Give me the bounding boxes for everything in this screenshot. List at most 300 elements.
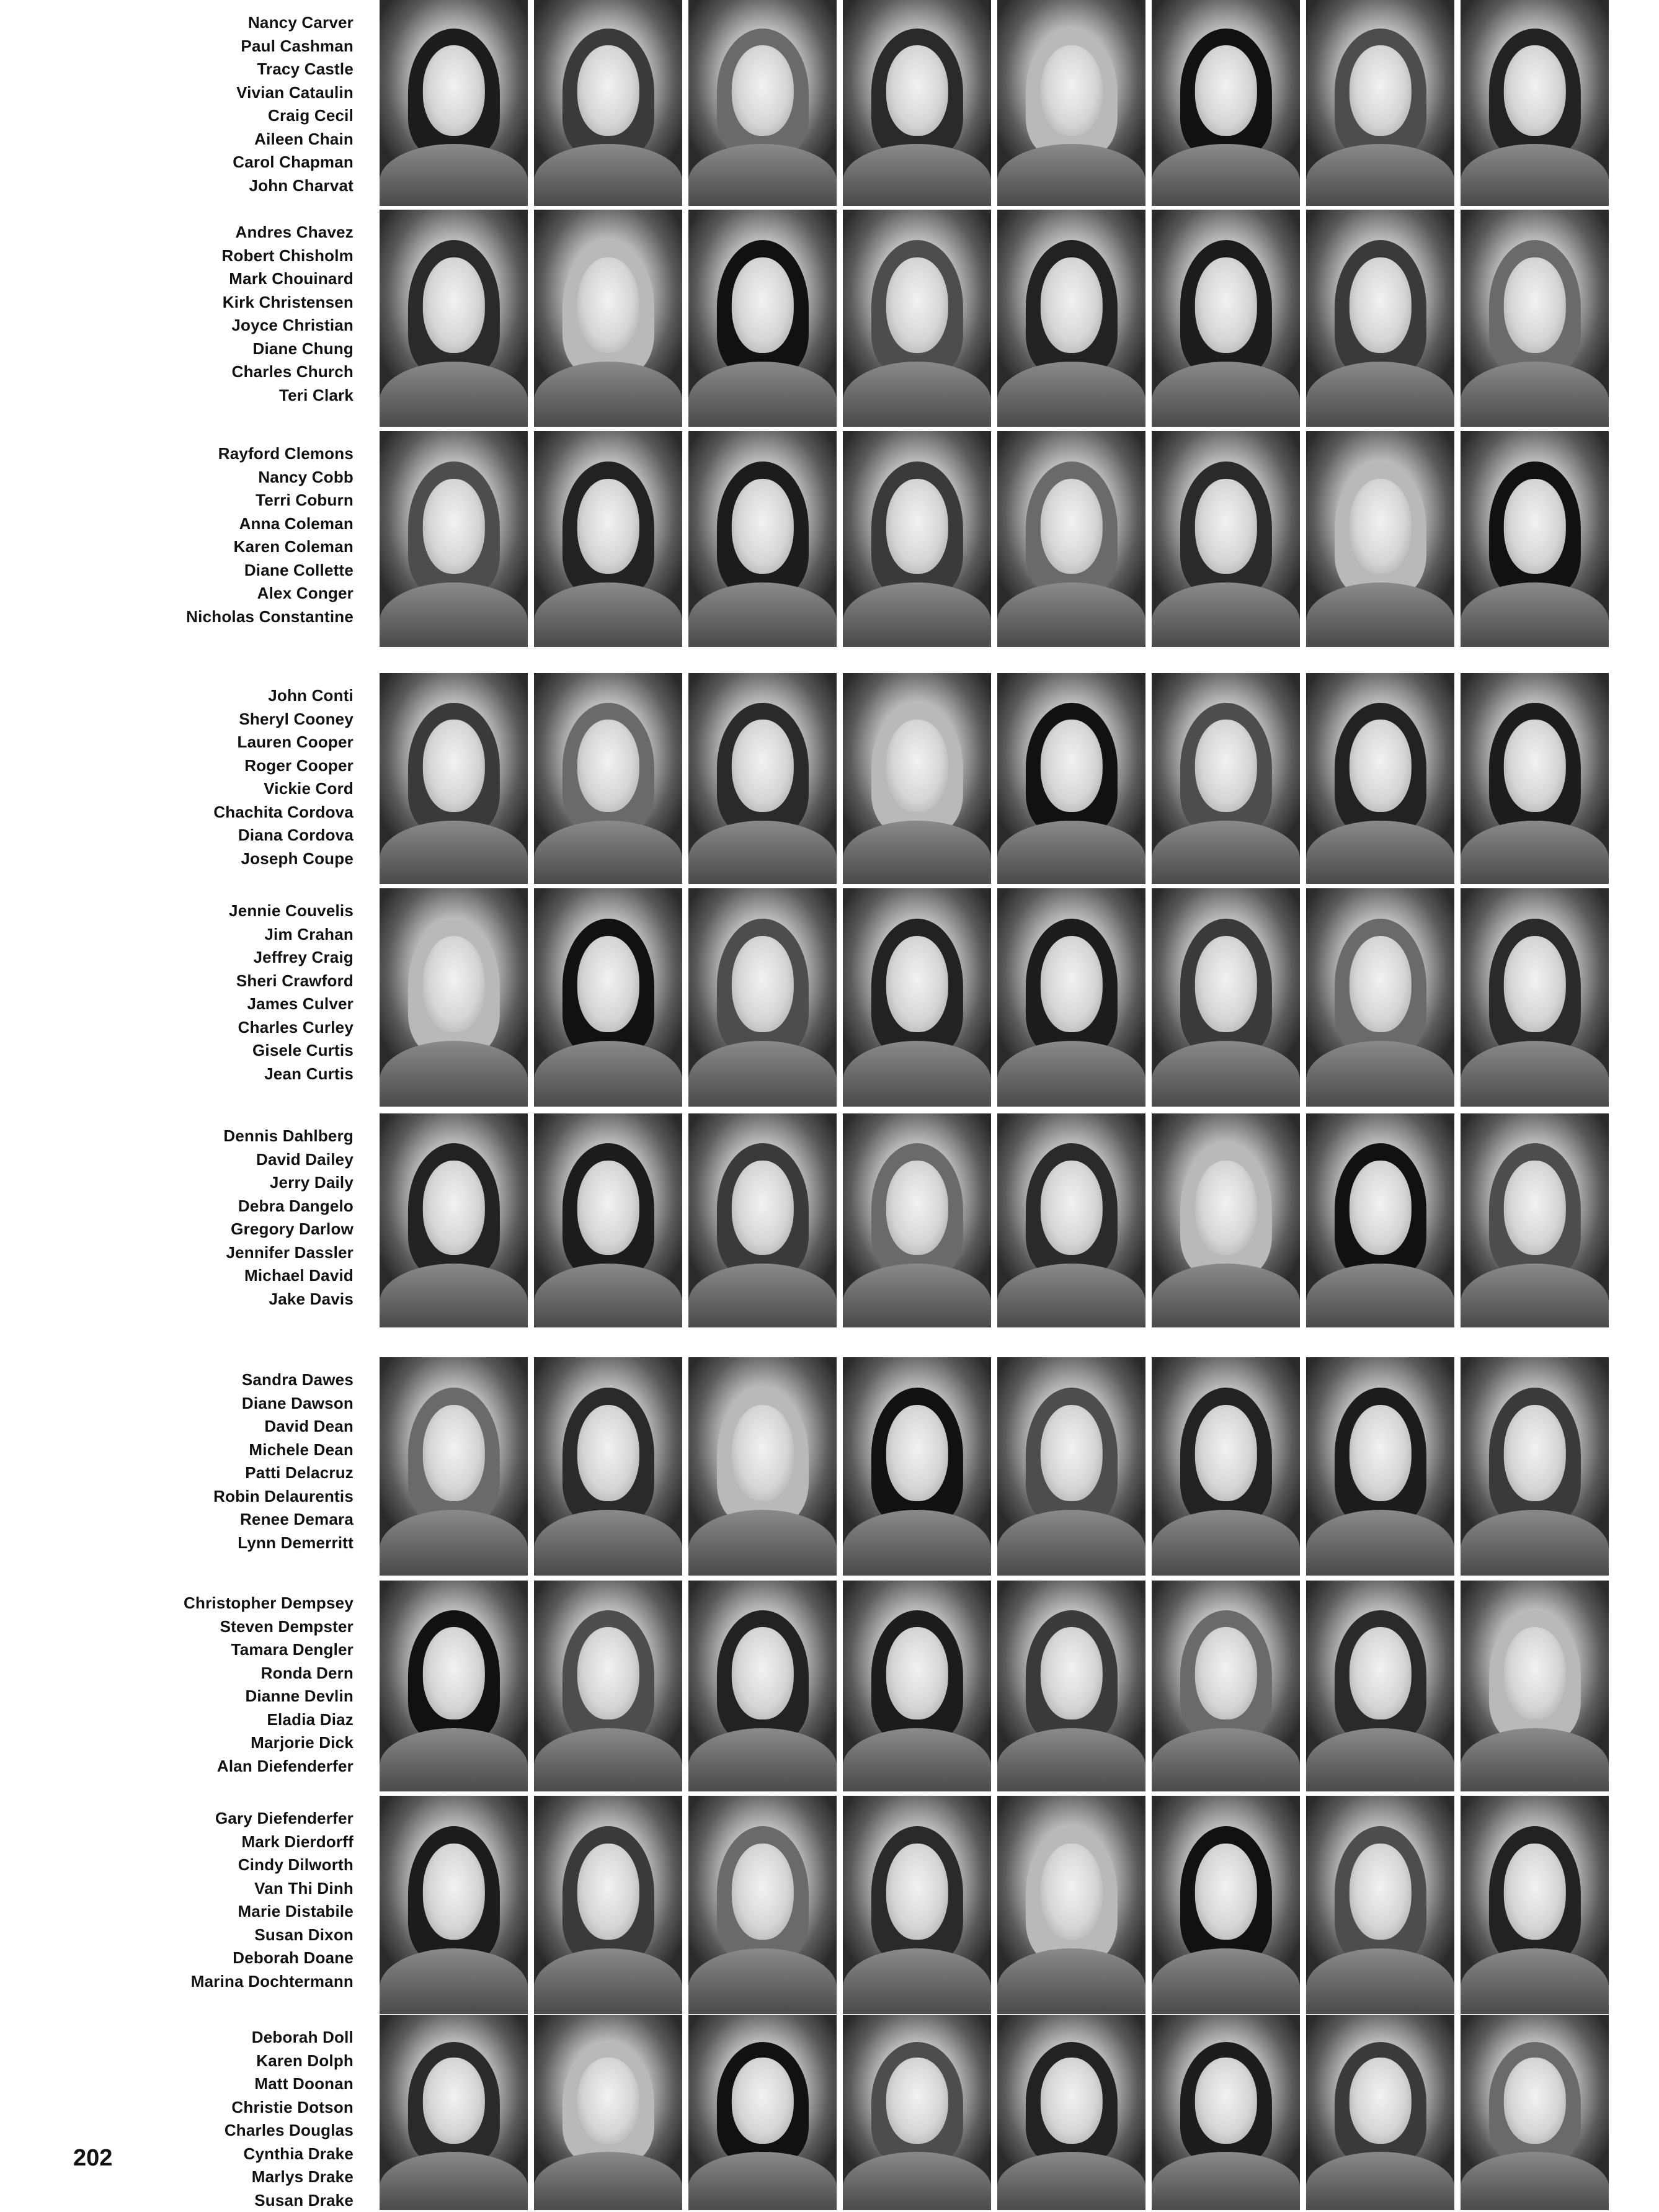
student-name: Jerry Daily — [0, 1171, 354, 1195]
portrait-shoulders — [1306, 362, 1454, 427]
student-portrait — [688, 0, 837, 206]
portrait-shoulders — [534, 362, 682, 427]
student-name: Debra Dangelo — [0, 1195, 354, 1218]
student-name: Dennis Dahlberg — [0, 1125, 354, 1148]
portrait-shoulders — [843, 1948, 991, 2014]
student-portrait — [688, 1581, 837, 1791]
portrait-shoulders — [1461, 1041, 1609, 1107]
portrait-shoulders — [534, 1041, 682, 1107]
portrait-shoulders — [534, 2152, 682, 2211]
portrait-face — [577, 720, 639, 813]
student-name: Robert Chisholm — [0, 244, 354, 268]
portrait-shoulders — [997, 1264, 1145, 1328]
portrait-shoulders — [1306, 1041, 1454, 1107]
portrait-shoulders — [688, 1948, 837, 2014]
student-portrait — [843, 673, 991, 884]
student-name: Lauren Cooper — [0, 731, 354, 754]
portrait-face — [1349, 257, 1411, 353]
student-portrait — [688, 431, 837, 647]
student-portrait — [1152, 1357, 1300, 1576]
student-name: Vickie Cord — [0, 777, 354, 801]
student-name: Christopher Dempsey — [0, 1592, 354, 1615]
student-name: Anna Coleman — [0, 512, 354, 536]
portrait-face — [1503, 1844, 1565, 1940]
portrait-shoulders — [843, 362, 991, 427]
student-name: Chachita Cordova — [0, 801, 354, 824]
portrait-shoulders — [688, 362, 837, 427]
portrait-face — [422, 479, 484, 574]
portrait-shoulders — [1306, 821, 1454, 884]
portrait-face — [731, 720, 793, 813]
student-name: Jeffrey Craig — [0, 946, 354, 970]
portrait-face — [422, 257, 484, 353]
portrait-shoulders — [997, 582, 1145, 647]
student-name: Matt Doonan — [0, 2072, 354, 2096]
portrait-face — [1194, 257, 1256, 353]
name-list — [0, 1807, 354, 1993]
portrait-shoulders — [1152, 582, 1300, 647]
portrait-shoulders — [380, 2152, 528, 2211]
portrait-shoulders — [997, 1510, 1145, 1576]
photo-strip — [380, 210, 1609, 427]
name-list — [0, 2026, 354, 2212]
portrait-shoulders — [534, 144, 682, 206]
portrait-face — [577, 936, 639, 1032]
page-number: 202 — [73, 2145, 112, 2172]
portrait-face — [731, 936, 793, 1032]
portrait-shoulders — [1306, 582, 1454, 647]
portrait-shoulders — [1306, 1948, 1454, 2014]
name-list — [0, 1592, 354, 1778]
student-portrait — [1461, 1796, 1609, 2014]
portrait-face — [577, 1844, 639, 1940]
name-list — [0, 899, 354, 1086]
student-portrait — [997, 1357, 1145, 1576]
student-name: Steven Dempster — [0, 1615, 354, 1639]
student-portrait — [380, 673, 528, 884]
portrait-shoulders — [688, 821, 837, 884]
student-name: Gregory Darlow — [0, 1218, 354, 1241]
student-portrait — [1306, 210, 1454, 427]
portrait-face — [577, 479, 639, 574]
student-portrait — [1461, 431, 1609, 647]
portrait-face — [886, 257, 948, 353]
portrait-shoulders — [688, 1264, 837, 1328]
student-name: Charles Douglas — [0, 2119, 354, 2143]
student-name: Susan Dixon — [0, 1924, 354, 1947]
portrait-face — [731, 45, 793, 136]
portrait-face — [731, 1405, 793, 1501]
portrait-face — [1503, 1161, 1565, 1255]
student-portrait — [1461, 210, 1609, 427]
photo-strip — [380, 673, 1609, 884]
student-portrait — [380, 888, 528, 1107]
portrait-shoulders — [843, 1510, 991, 1576]
student-portrait — [534, 1357, 682, 1576]
student-name: Craig Cecil — [0, 104, 354, 128]
student-portrait — [997, 0, 1145, 206]
student-portrait — [843, 0, 991, 206]
student-name: Andres Chavez — [0, 221, 354, 244]
portrait-shoulders — [534, 1510, 682, 1576]
portrait-face — [577, 1405, 639, 1501]
portrait-shoulders — [1152, 1264, 1300, 1328]
portrait-shoulders — [534, 1264, 682, 1328]
student-name: Diane Dawson — [0, 1392, 354, 1416]
portrait-shoulders — [380, 821, 528, 884]
portrait-shoulders — [843, 1728, 991, 1791]
student-name: David Dailey — [0, 1148, 354, 1172]
student-portrait — [997, 888, 1145, 1107]
portrait-shoulders — [534, 1948, 682, 2014]
student-name: Joseph Coupe — [0, 847, 354, 871]
student-portrait — [1461, 1357, 1609, 1576]
name-list — [0, 11, 354, 197]
student-row — [0, 1796, 1659, 2014]
portrait-face — [1503, 1405, 1565, 1501]
student-portrait — [380, 431, 528, 647]
portrait-face — [1349, 45, 1411, 136]
student-name: Ronda Dern — [0, 1662, 354, 1685]
student-portrait — [843, 2015, 991, 2210]
student-portrait — [997, 210, 1145, 427]
portrait-face — [1503, 2058, 1565, 2144]
student-portrait — [1461, 2015, 1609, 2210]
student-name: Charles Curley — [0, 1016, 354, 1040]
portrait-shoulders — [843, 144, 991, 206]
portrait-face — [1503, 257, 1565, 353]
portrait-shoulders — [1152, 821, 1300, 884]
portrait-shoulders — [1461, 1510, 1609, 1576]
student-portrait — [1306, 888, 1454, 1107]
student-name: Robin Delaurentis — [0, 1485, 354, 1509]
portrait-face — [886, 720, 948, 813]
portrait-shoulders — [380, 1728, 528, 1791]
portrait-face — [1349, 1627, 1411, 1720]
student-portrait — [1152, 1581, 1300, 1791]
portrait-shoulders — [1152, 1510, 1300, 1576]
name-list — [0, 221, 354, 407]
portrait-shoulders — [843, 582, 991, 647]
portrait-shoulders — [688, 2152, 837, 2211]
photo-strip — [380, 1581, 1609, 1791]
portrait-face — [1349, 936, 1411, 1032]
student-name: Tamara Dengler — [0, 1638, 354, 1662]
portrait-face — [1040, 479, 1102, 574]
portrait-shoulders — [843, 821, 991, 884]
portrait-shoulders — [380, 362, 528, 427]
portrait-shoulders — [843, 1264, 991, 1328]
portrait-face — [1040, 2058, 1102, 2144]
portrait-face — [577, 1627, 639, 1720]
student-name: Patti Delacruz — [0, 1461, 354, 1485]
student-name: Charles Church — [0, 360, 354, 384]
student-portrait — [1152, 0, 1300, 206]
student-portrait — [997, 431, 1145, 647]
portrait-face — [422, 45, 484, 136]
student-name: Sandra Dawes — [0, 1368, 354, 1392]
name-list — [0, 1368, 354, 1554]
portrait-face — [422, 720, 484, 813]
photo-strip — [380, 1357, 1609, 1576]
portrait-shoulders — [1152, 1728, 1300, 1791]
portrait-shoulders — [534, 1728, 682, 1791]
student-name: Christie Dotson — [0, 2096, 354, 2120]
student-row — [0, 0, 1659, 206]
name-list — [0, 1125, 354, 1311]
student-name: Jean Curtis — [0, 1063, 354, 1086]
student-name: Dianne Devlin — [0, 1685, 354, 1708]
student-portrait — [534, 0, 682, 206]
student-name: Tracy Castle — [0, 58, 354, 81]
portrait-face — [1349, 720, 1411, 813]
student-portrait — [1306, 2015, 1454, 2210]
student-portrait — [1306, 1113, 1454, 1327]
portrait-face — [886, 936, 948, 1032]
portrait-face — [577, 2058, 639, 2144]
student-portrait — [380, 1581, 528, 1791]
student-portrait — [1152, 2015, 1300, 2210]
portrait-shoulders — [1152, 2152, 1300, 2211]
portrait-face — [422, 1161, 484, 1255]
student-name: John Conti — [0, 684, 354, 708]
student-name: Sheryl Cooney — [0, 708, 354, 731]
student-portrait — [688, 1113, 837, 1327]
student-portrait — [380, 1796, 528, 2014]
student-name: Jennie Couvelis — [0, 899, 354, 923]
student-portrait — [1306, 1581, 1454, 1791]
portrait-shoulders — [688, 144, 837, 206]
portrait-shoulders — [1461, 2152, 1609, 2211]
student-portrait — [1152, 1113, 1300, 1327]
portrait-face — [731, 1627, 793, 1720]
student-name: Deborah Doane — [0, 1947, 354, 1970]
portrait-face — [1194, 1161, 1256, 1255]
portrait-face — [1040, 1161, 1102, 1255]
portrait-face — [886, 1844, 948, 1940]
portrait-face — [1349, 1844, 1411, 1940]
portrait-shoulders — [997, 1948, 1145, 2014]
student-name: Diane Chung — [0, 337, 354, 361]
name-list — [0, 442, 354, 628]
student-portrait — [380, 1113, 528, 1327]
student-name: David Dean — [0, 1415, 354, 1438]
student-portrait — [688, 888, 837, 1107]
portrait-face — [731, 479, 793, 574]
student-portrait — [534, 673, 682, 884]
student-portrait — [843, 1357, 991, 1576]
portrait-face — [422, 1405, 484, 1501]
student-name: Marjorie Dick — [0, 1731, 354, 1755]
student-name: Roger Cooper — [0, 754, 354, 778]
portrait-shoulders — [997, 144, 1145, 206]
student-name: Alex Conger — [0, 582, 354, 605]
portrait-face — [1349, 2058, 1411, 2144]
photo-strip — [380, 431, 1609, 647]
portrait-shoulders — [688, 1041, 837, 1107]
student-portrait — [1306, 1796, 1454, 2014]
portrait-face — [1194, 936, 1256, 1032]
portrait-face — [422, 2058, 484, 2144]
portrait-face — [1349, 479, 1411, 574]
student-portrait — [997, 673, 1145, 884]
portrait-shoulders — [380, 582, 528, 647]
portrait-face — [1503, 936, 1565, 1032]
student-portrait — [1461, 1113, 1609, 1327]
portrait-shoulders — [688, 1728, 837, 1791]
student-name: Sheri Crawford — [0, 970, 354, 993]
portrait-shoulders — [997, 362, 1145, 427]
portrait-face — [1194, 1844, 1256, 1940]
portrait-shoulders — [997, 821, 1145, 884]
portrait-shoulders — [997, 1728, 1145, 1791]
student-portrait — [688, 1357, 837, 1576]
portrait-shoulders — [1461, 362, 1609, 427]
student-row — [0, 431, 1659, 647]
student-row — [0, 210, 1659, 427]
student-portrait — [688, 210, 837, 427]
portrait-shoulders — [997, 1041, 1145, 1107]
student-portrait — [843, 1581, 991, 1791]
portrait-face — [731, 257, 793, 353]
student-name: Diane Collette — [0, 559, 354, 582]
portrait-shoulders — [534, 821, 682, 884]
student-portrait — [997, 1581, 1145, 1791]
portrait-face — [886, 1627, 948, 1720]
student-name: James Culver — [0, 992, 354, 1016]
student-portrait — [534, 2015, 682, 2210]
student-portrait — [1461, 673, 1609, 884]
student-portrait — [1306, 1357, 1454, 1576]
portrait-face — [1349, 1405, 1411, 1501]
photo-strip — [380, 2015, 1609, 2210]
student-name: Nancy Cobb — [0, 466, 354, 489]
student-portrait — [1306, 0, 1454, 206]
student-portrait — [534, 210, 682, 427]
student-portrait — [534, 888, 682, 1107]
student-name: Marlys Drake — [0, 2165, 354, 2189]
student-name: Mark Dierdorff — [0, 1831, 354, 1854]
portrait-shoulders — [1152, 144, 1300, 206]
portrait-shoulders — [380, 1510, 528, 1576]
student-row — [0, 1581, 1659, 1791]
portrait-face — [886, 45, 948, 136]
portrait-shoulders — [380, 1264, 528, 1328]
portrait-face — [1349, 1161, 1411, 1255]
portrait-face — [1503, 720, 1565, 813]
portrait-shoulders — [1152, 1948, 1300, 2014]
photo-strip — [380, 1796, 1609, 2014]
student-portrait — [843, 1796, 991, 2014]
student-name: Jake Davis — [0, 1288, 354, 1311]
student-portrait — [380, 0, 528, 206]
student-portrait — [1152, 1796, 1300, 2014]
portrait-face — [577, 45, 639, 136]
student-portrait — [843, 888, 991, 1107]
portrait-face — [422, 936, 484, 1032]
portrait-shoulders — [380, 144, 528, 206]
portrait-face — [1503, 45, 1565, 136]
student-portrait — [534, 1113, 682, 1327]
portrait-shoulders — [1152, 362, 1300, 427]
portrait-shoulders — [997, 2152, 1145, 2211]
portrait-shoulders — [688, 1510, 837, 1576]
student-name: Jim Crahan — [0, 923, 354, 947]
portrait-face — [1194, 45, 1256, 136]
student-name: Michael David — [0, 1264, 354, 1288]
student-name: Deborah Doll — [0, 2026, 354, 2049]
student-row — [0, 1113, 1659, 1327]
student-portrait — [380, 2015, 528, 2210]
student-portrait — [1306, 673, 1454, 884]
portrait-shoulders — [1461, 821, 1609, 884]
student-name: Marie Distabile — [0, 1900, 354, 1924]
student-portrait — [534, 1581, 682, 1791]
student-portrait — [1152, 431, 1300, 647]
photo-strip — [380, 1113, 1609, 1327]
portrait-face — [422, 1844, 484, 1940]
student-portrait — [380, 1357, 528, 1576]
name-list — [0, 684, 354, 870]
portrait-face — [886, 1161, 948, 1255]
portrait-face — [1040, 45, 1102, 136]
portrait-face — [1194, 2058, 1256, 2144]
student-name: Karen Coleman — [0, 535, 354, 559]
student-name: Van Thi Dinh — [0, 1877, 354, 1901]
portrait-shoulders — [1461, 1728, 1609, 1791]
student-name: Carol Chapman — [0, 151, 354, 174]
portrait-shoulders — [1306, 1264, 1454, 1328]
student-portrait — [997, 1113, 1145, 1327]
student-portrait — [843, 210, 991, 427]
portrait-face — [1040, 936, 1102, 1032]
student-portrait — [534, 1796, 682, 2014]
student-name: John Charvat — [0, 174, 354, 198]
student-name: Diana Cordova — [0, 824, 354, 847]
student-name: Terri Coburn — [0, 489, 354, 512]
student-name: Michele Dean — [0, 1438, 354, 1462]
student-name: Gisele Curtis — [0, 1039, 354, 1063]
student-name: Eladia Diaz — [0, 1708, 354, 1732]
portrait-face — [1194, 1627, 1256, 1720]
student-name: Kirk Christensen — [0, 291, 354, 314]
student-name: Jennifer Dassler — [0, 1241, 354, 1265]
student-portrait — [1152, 888, 1300, 1107]
portrait-shoulders — [843, 2152, 991, 2211]
portrait-shoulders — [380, 1041, 528, 1107]
student-portrait — [380, 210, 528, 427]
student-portrait — [1461, 888, 1609, 1107]
student-name: Cynthia Drake — [0, 2143, 354, 2166]
portrait-face — [731, 2058, 793, 2144]
student-name: Vivian Cataulin — [0, 81, 354, 105]
student-name: Marina Dochtermann — [0, 1970, 354, 1994]
portrait-shoulders — [1461, 582, 1609, 647]
portrait-face — [1194, 1405, 1256, 1501]
portrait-face — [577, 1161, 639, 1255]
student-name: Rayford Clemons — [0, 442, 354, 466]
portrait-face — [1040, 257, 1102, 353]
portrait-face — [886, 2058, 948, 2144]
student-row — [0, 888, 1659, 1107]
portrait-face — [886, 479, 948, 574]
student-name: Teri Clark — [0, 384, 354, 408]
student-portrait — [997, 1796, 1145, 2014]
student-portrait — [1152, 210, 1300, 427]
student-name: Gary Diefenderfer — [0, 1807, 354, 1831]
photo-strip — [380, 0, 1609, 206]
portrait-shoulders — [1461, 1948, 1609, 2014]
